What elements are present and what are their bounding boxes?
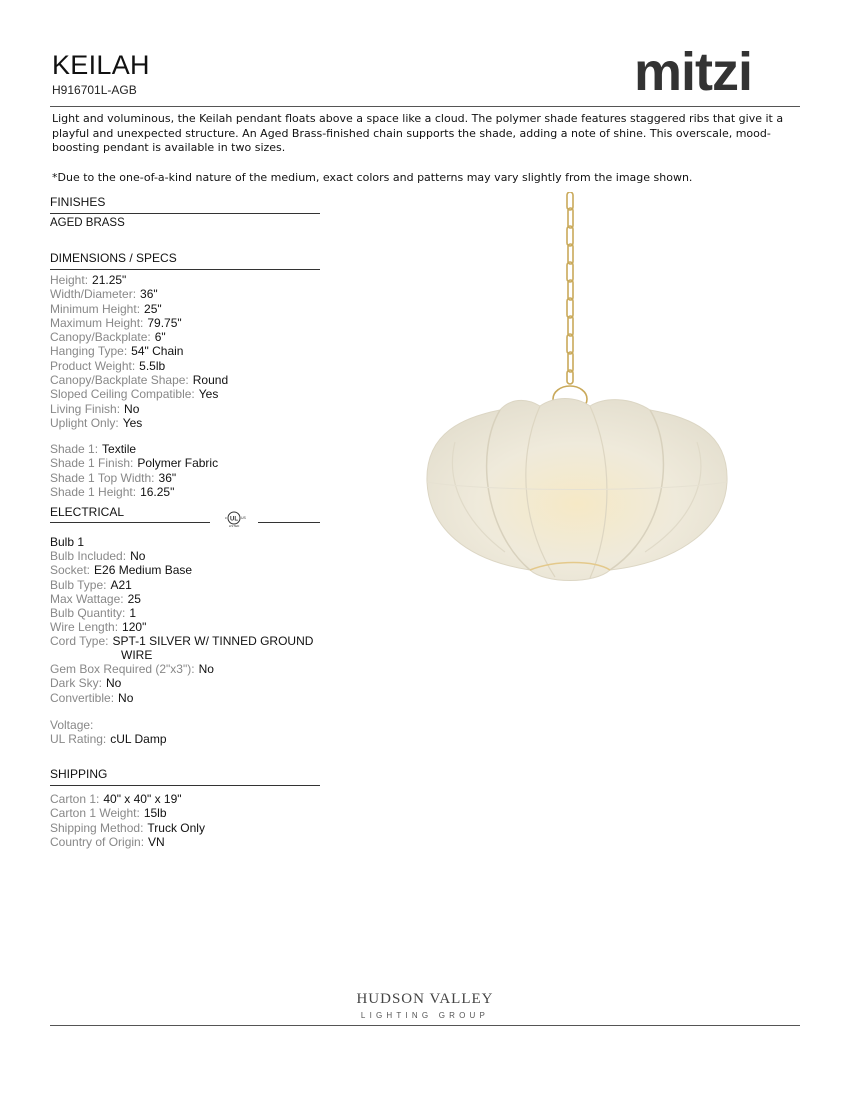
finishes-rule	[50, 213, 320, 214]
spec-value: Polymer Fabric	[137, 456, 219, 471]
electrical-heading: ELECTRICAL	[50, 505, 125, 519]
spec-value: Textile	[102, 442, 137, 456]
spec-label: Bulb Included:	[50, 549, 127, 563]
spec-value: No	[106, 676, 122, 691]
dimensions-list	[50, 273, 350, 430]
electrical-rule-left	[50, 522, 210, 523]
spec-row	[50, 344, 350, 358]
spec-value: 25	[127, 591, 141, 606]
spec-row	[50, 273, 350, 287]
dimensions-rule	[50, 269, 320, 270]
spec-row	[50, 359, 350, 373]
spec-row	[50, 806, 350, 820]
spec-row	[50, 287, 350, 301]
spec-value: 79.75"	[147, 315, 182, 330]
spec-label: Gem Box Required (2"x3"):	[50, 662, 195, 676]
spec-row	[50, 792, 350, 806]
spec-label: Voltage:	[50, 718, 94, 732]
shade-list	[50, 442, 350, 499]
pendant-product-image	[405, 192, 745, 597]
spec-value: No	[198, 662, 214, 676]
footer-brand: HUDSON VALLEY	[356, 991, 494, 1007]
spec-label: Canopy/Backplate Shape:	[50, 373, 189, 388]
cloud-shade	[427, 399, 727, 581]
svg-text:UL: UL	[230, 516, 238, 523]
spec-label: Minimum Height:	[50, 301, 141, 316]
footer-sub: LIGHTING GROUP	[360, 1011, 490, 1020]
spec-label: Carton 1:	[50, 792, 100, 806]
spec-label: Shade 1:	[50, 442, 99, 456]
spec-value: 16.25"	[140, 484, 175, 499]
spec-row	[50, 578, 350, 592]
shipping-list	[50, 792, 350, 849]
spec-row	[50, 606, 350, 620]
spec-label: Max Wattage:	[50, 591, 124, 606]
spec-label: Canopy/Backplate:	[50, 330, 151, 345]
spec-value: 54" Chain	[131, 344, 184, 359]
spec-value: 36"	[140, 287, 158, 302]
spec-row	[50, 402, 350, 416]
cord-type-value: SPT-1 SILVER W/ TINNED GROUND	[112, 634, 314, 648]
spec-value: 6"	[154, 330, 166, 345]
finishes-heading: FINISHES	[50, 195, 106, 209]
bulb-heading: Bulb 1	[50, 535, 85, 549]
spec-label: Shade 1 Finish:	[50, 456, 134, 471]
spec-value: 1	[129, 606, 137, 621]
spec-label: Maximum Height:	[50, 315, 144, 330]
product-disclaimer: *Due to the one-of-a-kind nature of the medium, exact colors and patterns may vary slightly from the image shown.	[52, 171, 693, 184]
product-description: Light and voluminous, the Keilah pendant floats above a space like a cloud. The polymer shade features staggered ribs that give it a playful and unexpected structure. An Aged Brass-finished chain supports the shade, adding a note of shine. This overscale, mood-boosting pendant is available in two sizes.	[52, 112, 784, 154]
spec-row	[50, 416, 350, 430]
spec-value: No	[130, 549, 146, 563]
spec-row	[50, 563, 350, 577]
spec-label: Shade 1 Top Width:	[50, 470, 155, 485]
electrical-list-2	[50, 662, 350, 705]
spec-value: VN	[148, 834, 165, 849]
spec-row	[50, 471, 350, 485]
spec-value: 25"	[144, 301, 162, 316]
spec-label: Shipping Method:	[50, 820, 144, 835]
spec-label: Country of Origin:	[50, 834, 145, 849]
spec-value: E26 Medium Base	[94, 563, 193, 578]
brass-chain	[553, 192, 587, 412]
dimensions-heading: DIMENSIONS / SPECS	[50, 251, 177, 265]
footer-divider	[50, 1025, 800, 1026]
spec-row	[50, 821, 350, 835]
electrical-list	[50, 549, 350, 635]
product-title: KEILAH	[52, 50, 150, 80]
spec-label: Bulb Quantity:	[50, 606, 126, 621]
spec-row	[50, 620, 350, 634]
spec-value: No	[118, 690, 134, 705]
spec-label: Sloped Ceiling Compatible:	[50, 387, 195, 402]
spec-row	[50, 485, 350, 499]
spec-label: UL Rating:	[50, 732, 107, 747]
spec-row	[50, 330, 350, 344]
spec-label: Bulb Type:	[50, 577, 107, 592]
spec-value: 5.5lb	[139, 358, 166, 373]
spec-value: 40" x 40" x 19"	[103, 792, 182, 806]
shipping-rule	[50, 785, 320, 786]
spec-row	[50, 691, 350, 705]
electrical-rule-right	[258, 522, 320, 523]
spec-row	[50, 316, 350, 330]
spec-row	[50, 302, 350, 316]
spec-label: Product Weight:	[50, 358, 136, 373]
cord-type-label: Cord Type:	[50, 634, 109, 648]
spec-value: Round	[192, 373, 229, 388]
cord-type-row	[50, 634, 350, 663]
svg-text:US: US	[241, 516, 246, 520]
spec-value: A21	[110, 577, 132, 592]
spec-row	[50, 592, 350, 606]
spec-label: Dark Sky:	[50, 676, 103, 691]
spec-row	[50, 549, 350, 563]
spec-row	[50, 718, 350, 732]
spec-label: Width/Diameter:	[50, 287, 137, 302]
spec-value: cUL Damp	[110, 732, 167, 747]
svg-text:LISTED: LISTED	[228, 524, 240, 528]
spec-value: Yes	[198, 387, 219, 402]
spec-label: Socket:	[50, 563, 91, 578]
svg-text:c: c	[225, 516, 227, 520]
spec-label: Carton 1 Weight:	[50, 806, 140, 821]
brand-logo: mitzi	[634, 42, 753, 102]
spec-value: 15lb	[143, 806, 167, 821]
spec-label: Shade 1 Height:	[50, 484, 137, 499]
spec-value: 36"	[158, 470, 177, 485]
spec-row	[50, 456, 350, 470]
spec-row	[50, 373, 350, 387]
spec-value: 120"	[122, 620, 147, 635]
spec-label: Living Finish:	[50, 401, 121, 416]
spec-value: 21.25"	[92, 273, 127, 287]
spec-label: Wire Length:	[50, 620, 119, 635]
spec-label: Uplight Only:	[50, 415, 119, 430]
cul-listed-icon	[220, 510, 248, 528]
spec-row	[50, 442, 350, 456]
spec-label: Convertible:	[50, 690, 115, 705]
finish-value: AGED BRASS	[50, 217, 125, 229]
spec-label: Hanging Type:	[50, 344, 128, 359]
shipping-heading: SHIPPING	[50, 767, 108, 781]
header-divider	[50, 106, 800, 107]
spec-value: No	[124, 401, 140, 416]
product-sku: H916701L-AGB	[52, 83, 137, 97]
spec-value: Yes	[122, 415, 143, 430]
electrical-list-3	[50, 718, 350, 747]
spec-row	[50, 676, 350, 690]
spec-row	[50, 387, 350, 401]
spec-row	[50, 732, 350, 746]
spec-row	[50, 835, 350, 849]
spec-row	[50, 662, 350, 676]
spec-label: Height:	[50, 273, 89, 287]
spec-value: Truck Only	[147, 820, 205, 835]
cord-type-value-cont: WIRE	[121, 648, 153, 663]
